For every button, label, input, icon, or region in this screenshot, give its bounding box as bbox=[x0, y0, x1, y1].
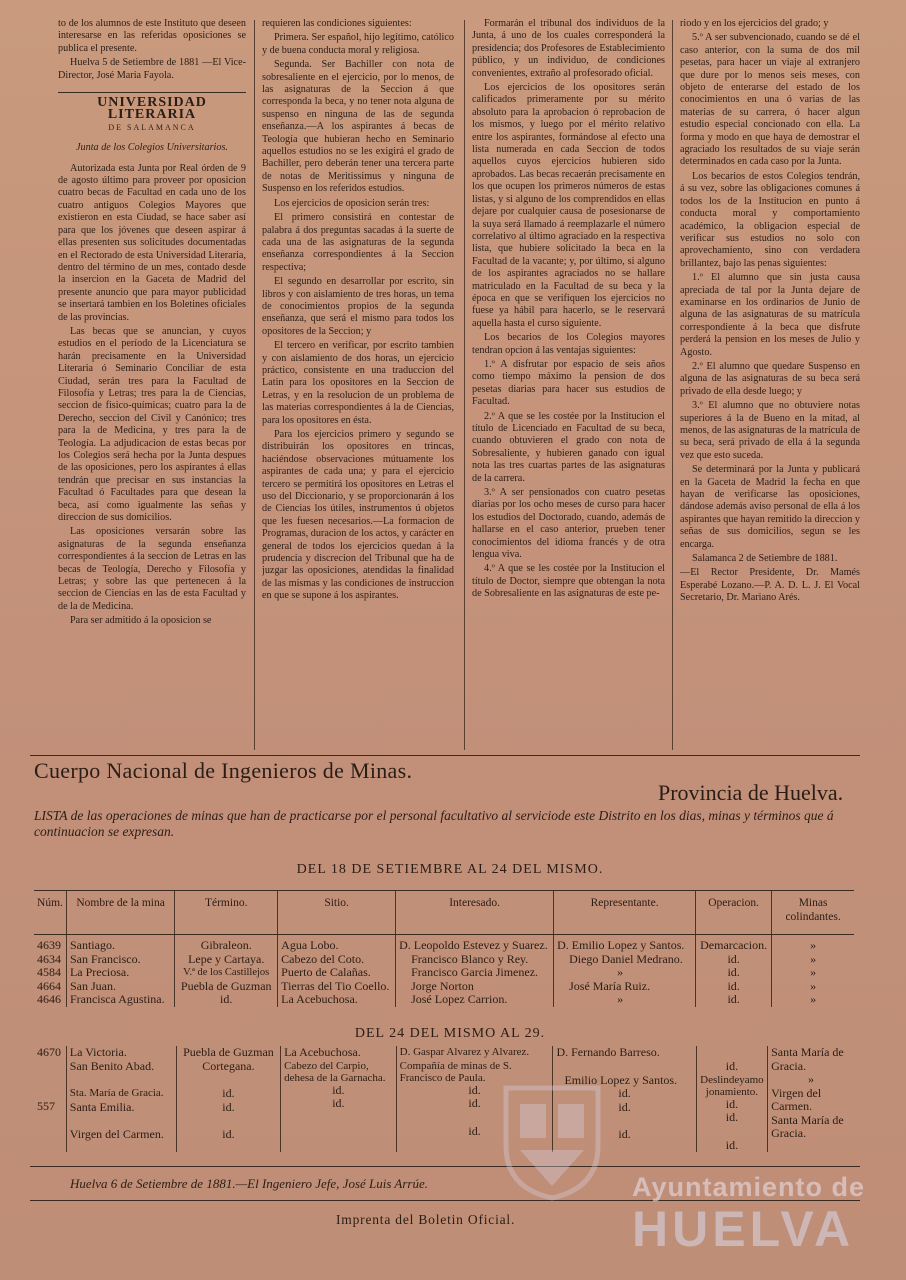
sitio-value: Agua Lobo. bbox=[281, 938, 339, 952]
period-heading-2: DEL 24 DEL MISMO AL 29. bbox=[354, 1026, 546, 1041]
num-value: 4639 bbox=[37, 938, 61, 952]
colindantes-value: » bbox=[810, 938, 817, 952]
header-num: Núm. bbox=[34, 891, 66, 935]
sitio-value: Cabezo del Carpio, dehesa de la Garnacha. bbox=[284, 1059, 386, 1084]
termino-value: id. bbox=[220, 992, 233, 1006]
interesado-value: id. bbox=[468, 1123, 481, 1138]
representante-value: José María Ruiz. bbox=[569, 978, 651, 993]
colindantes-value: » bbox=[810, 965, 817, 979]
col1-signature: Huelva 5 de Setiembre de 1881 —El Vice-Director, José Maria Fayola. bbox=[58, 57, 246, 81]
operacion-value: Demarcacion. bbox=[700, 938, 768, 952]
col4-paragraph-1: riodo y en los ejercicios del grado; y bbox=[680, 18, 829, 29]
mine-name: San Benito Abad. bbox=[69, 1058, 155, 1073]
col4-paragraph-6: 3.º El alumno que no obtuviere notas superiores á la de Bueno en la mitad, al menos, de las asignaturas de la matrícula de su beca, será privado de ella á la segunda vez que esto suceda. bbox=[680, 400, 860, 461]
operacion-value: id. bbox=[725, 1110, 739, 1124]
col3-paragraph-7: 4.º A que se les costée por la Institucion el título de Doctor, siempre que obtengan la nota de Sobresaliente en las asignaturas de este pe- bbox=[472, 563, 665, 600]
header-interesado: Interesado. bbox=[396, 891, 554, 935]
colindantes-value: » bbox=[810, 992, 817, 1006]
mine-name: Virgen del Carmen. bbox=[69, 1127, 164, 1141]
col1-paragraph-2: Las becas que se anuncian, y cuyos estudios en el período de la Licenciatura se harán precisamente en la Universidad Literaria ó Seminario Conciliar de esta Ciudad, serán tres para la Facultad de Filosofía y Letras; tres para la de Ciencias, seccion de fisico-químicas; cuatro para la de Derecho, seccion del Civil y Canónico; tres para la de Medicina, y tres para la de Teología. La adjudicacion de estas becas por los Colegios será hecha por la Junta despues de las oposiciones, pero los aspirantes á ellas tendrán que precisar en sus instancias la Facultad ó Facultades para que desean la beca, así como igualmente las señas y direccion de sus domicilios. bbox=[58, 325, 246, 524]
colindantes-value: Virgen del Carmen. bbox=[771, 1085, 822, 1113]
col4-signature: —El Rector Presidente, Dr. Mamés Esperabé Lozano.—P. A. D. L. J. El Vocal Secretario, Dr. Mariano Arés. bbox=[680, 567, 860, 604]
col2-paragraph-1: requieren las condiciones siguientes: bbox=[262, 18, 412, 29]
operacion-value: id. bbox=[727, 992, 740, 1006]
col3-paragraph-6: 3.º A ser pensionados con cuatro pesetas diarias por los ocho meses de curso para hacer los estudios del Doctorado, cuando, además de hallarse en el caso anterior, prueben tener conocimientos del idioma francés y de otra lengua viva. bbox=[472, 487, 665, 561]
representante-value: Diego Daniel Medrano. bbox=[569, 951, 683, 966]
header-sitio: Sitio. bbox=[278, 891, 396, 935]
col3-paragraph-1: Formarán el tribunal dos individuos de la Junta, á uno de los cuales corresponderá la presidencia; dos Profesores de Establecimiento público, y un individuo, de condiciones convenientes, extraño al profesorado oficial. bbox=[472, 18, 665, 79]
watermark-line-2: HUELVA bbox=[632, 1201, 855, 1257]
termino-value: id. bbox=[222, 1099, 235, 1114]
interesado-value: id. bbox=[468, 1096, 481, 1110]
sitio-value: Puerto de Calañas. bbox=[281, 965, 371, 979]
section-intro: LISTA de las operaciones de minas que han de practicarse por el personal facultativo al serviciode este Distrito en los dias, minas y términos que á continuacion se expresan. bbox=[34, 808, 834, 839]
interesado-value: Jorge Norton bbox=[411, 978, 474, 993]
operacion-cell bbox=[696, 935, 772, 1007]
col4-paragraph-2: 5.º A ser subvencionado, cuando se dé el caso anterior, con la suma de dos mil pesetas, para hacer un viaje al extranjero que dure por lo menos seis meses, con objeto de enterarse del estado de los conocimientos en una ó varias de las materias de su carrera, ó hacer algun estudio especial concionado con ella. La forma y modo en que haya de demostrar el agraciado los resultados de su viaje serán determinados en cada caso por la Junta. bbox=[680, 32, 860, 168]
col2-paragraph-8: Para los ejercicios primero y segundo se distribuirán los opositores en trincas, haciéndose observaciones mútuamente los aspirantes de cada una; y para el ejercicio tercero se permitirá los opositores en Letras el uso del Diccionario, y se proporcionarán á los de Ciencias los útiles, instrumentos ú objetos que les fuesen necesarios.—La formacion de Programas, duracion de los actos, y carácter en general de todos los ejercicios quedan á la prudencia y discrecion del Tribunal que ha de juzgar las oposiciones, atendidas la finalidad de las mismas y las condiciones de instruccion en que se supone á los aspirantes. bbox=[262, 429, 454, 602]
section-title: Cuerpo Nacional de Ingenieros de Minas. bbox=[34, 758, 413, 783]
coat-of-arms-watermark-icon bbox=[498, 1082, 606, 1202]
mine-name: San Francisco. bbox=[69, 951, 141, 966]
termino-value: V.ª de los Castillejos bbox=[183, 967, 270, 978]
colindantes-value: » bbox=[810, 951, 817, 966]
mine-name: La Victoria. bbox=[69, 1045, 127, 1059]
interesado-value: id. bbox=[468, 1082, 481, 1097]
colindantes-cell bbox=[772, 935, 854, 1007]
colindantes-value: » bbox=[808, 1072, 815, 1086]
num-value: 4670 bbox=[37, 1045, 61, 1059]
sitio-value: Cabezo del Coto. bbox=[281, 951, 365, 966]
num-cell bbox=[34, 1046, 66, 1152]
num-value: 4584 bbox=[37, 965, 61, 979]
colindantes-value: Santa María de Gracia. bbox=[771, 1112, 844, 1140]
operacion-value: id. bbox=[725, 1096, 739, 1111]
period-heading-1: DEL 18 DE SETIEMBRE AL 24 DEL MISMO. bbox=[296, 862, 604, 877]
university-header: UNIVERSIDAD LITERARIA bbox=[58, 92, 246, 122]
mine-name: Sta. María de Gracia. bbox=[69, 1087, 164, 1099]
sitio-cell bbox=[281, 1046, 397, 1152]
header-termino: Término. bbox=[175, 891, 278, 935]
representante-value: id. bbox=[618, 1127, 631, 1141]
col2-paragraph-5: El primero consistirá en contestar de palabra á dos preguntas sacadas á la suerte de cada una de las asignaturas de la segunda enseñanza correspondientes á la Seccion respectiva; bbox=[262, 212, 454, 273]
termino-value: Lepe y Cartaya. bbox=[188, 951, 265, 966]
termino-value: id. bbox=[222, 1086, 235, 1100]
sitio-value: id. bbox=[332, 1096, 345, 1110]
termino-value: Cortegana. bbox=[202, 1058, 255, 1073]
col2-paragraph-7: El tercero en verificar, por escrito tambien y con aislamiento de dos horas, un ejercicio práctico, consistente en una traduccion del Latin para los opositores en la Seccion de Letras, y en la resolucion de un problema de las materias correspondientes á la de Ciencias, para los opositores en ésta. bbox=[262, 340, 454, 426]
sitio-value: Tierras del Tio Coello. bbox=[281, 978, 390, 993]
col4-signature-date: Salamanca 2 de Setiembre de 1881. bbox=[692, 553, 838, 565]
representante-value: » bbox=[617, 992, 624, 1006]
table-bottom-rule bbox=[30, 1166, 860, 1167]
termino-cell bbox=[175, 935, 278, 1007]
interesado-value: Compañía de minas de S. Francisco de Paula. bbox=[399, 1059, 512, 1084]
mine-name: San Juan. bbox=[69, 978, 116, 993]
interesado-value: José Lopez Carrion. bbox=[411, 992, 508, 1006]
col3-paragraph-2: Los ejercicios de los opositores serán calificados primeramente por su mérito absoluto para la aprobacion ó reprobacion de los mismos, y luego por el mérito relativo entre los aspirantes, formándose al efecto una lista numerada en cada Seccion de todos aquellos cuyos ejercicios hubieren sido aprobados. Las becas recaerán precisamente en los que ocupen los primeros números de estas listas, y si alguno de los comprendidos en ellas dejare por cualquier causa de posesionarse de la suya será llamado á reemplazarle el número correlativo al último agraciado en la respectiva lista, que hubiere solicitado la beca en la Facultad de la vacante; y, por último, si alguno de los aspirantes agraciados no se hallare matriculado en la Facultad de su beca y la época en que se verifiquen los ejercicios no fuese ya hábil para hacerlo, se le reservará aquella hasta el curso siguiente. bbox=[472, 82, 665, 329]
column-4 bbox=[680, 18, 860, 753]
col1-paragraph-1: Autorizada esta Junta por Real órden de 9 de agosto último para proveer por oposicion cuatro becas de Facultad en cada uno de los cuatro antiguos Colegios Mayores que existieron en esta Ciudad, se hace saber así para que los jóvenes que deseen aspirar á ellas presenten sus solicitudes documentadas en el Rectorado de esta Universidad Literaria, dentro del término de un mes, contado desde la insercion en la Gaceta de Madrid del presente anuncio que para mayor publicidad se insertará tambien en los Boletines oficiales de las provincias. bbox=[58, 162, 246, 323]
termino-value: id. bbox=[222, 1127, 235, 1141]
mines-table-1 bbox=[34, 890, 854, 1007]
representante-value: Emilio Lopez y Santos. bbox=[564, 1072, 678, 1087]
interesado-value: Francisco Blanco y Rey. bbox=[411, 951, 529, 966]
table-row bbox=[34, 1046, 854, 1152]
operacion-cell bbox=[696, 1046, 767, 1152]
operacion-value: Deslindeyamojonamiento. bbox=[700, 1073, 764, 1098]
operacion-value: id. bbox=[727, 978, 740, 993]
col4-paragraph-4: 1.º El alumno que sin justa causa apreciada de tal por la Junta dejare de examinarse en los ordinarios de Junio de alguna de las asignaturas de su matrícula correspondiente á la beca que disfrute perderá la pension en los meses de Julio y Agosto. bbox=[680, 272, 860, 358]
colindantes-value: » bbox=[810, 978, 817, 993]
num-cell bbox=[34, 935, 66, 1007]
mine-name: Francisca Agustina. bbox=[69, 992, 165, 1006]
num-value: 4646 bbox=[37, 992, 61, 1006]
col2-paragraph-3: Segunda. Ser Bachiller con nota de sobresaliente en el ejercicio, por lo menos, de las asignaturas de la Seccion á que corresponda la beca, y no tener nota alguna de suspenso en ninguna de las de segunda enseñanza.—A los aspirantes á becas de Teología que hubieran hecho en Seminario aquellos estudios no se les exigirá el grado de Bachiller, pero deberán tener una tercera parte de notas de Meritissimus y ninguna de Suspenso en los referidos estudios. bbox=[262, 59, 454, 195]
termino-value: Puebla de Guzman bbox=[183, 1045, 274, 1059]
sitio-value: id. bbox=[332, 1082, 345, 1097]
interesado-value: Francisco Garcia Jimenez. bbox=[411, 965, 539, 979]
column-divider bbox=[254, 20, 255, 750]
col4-paragraph-7: Se determinará por la Junta y publicará en la Gaceta de Madrid la fecha en que hayan de verificarse las oposiciones, dándose además aviso personal de ella á los aspirantes que hayan remitido la direccion y señas de sus domicilios, segun se les encarga. bbox=[680, 464, 860, 550]
col4-paragraph-5: 2.º El alumno que quedare Suspenso en alguna de las asignaturas de su beca será privado de ella desde luego; y bbox=[680, 360, 860, 397]
sitio-value: La Acebuchosa. bbox=[284, 1045, 361, 1059]
num-value: 557 bbox=[37, 1098, 55, 1113]
header-representante: Representante. bbox=[554, 891, 696, 935]
mine-name: La Preciosa. bbox=[69, 965, 130, 979]
sitio-cell bbox=[278, 935, 396, 1007]
termino-value: Gibraleon. bbox=[200, 938, 252, 952]
col1-paragraph-4: Para ser admitido á la oposicion se bbox=[70, 615, 212, 627]
col2-paragraph-6: El segundo en desarrollar por escrito, sin libros y con aislamiento de tres horas, un tema de conocimientos propios de la segunda enseñanza, que será el mismo para todos los opositores de la Seccion; y bbox=[262, 276, 454, 337]
header-operacion: Operacion. bbox=[696, 891, 772, 935]
col3-paragraph-3: Los becarios de los Colegios mayores tendran opcion á las ventajas siguientes: bbox=[472, 332, 665, 356]
interesado-value: D. Gaspar Alvarez y Alvarez. bbox=[399, 1046, 530, 1058]
section-rule bbox=[30, 755, 860, 756]
sitio-value: La Acebuchosa. bbox=[281, 992, 358, 1006]
table-header-row bbox=[34, 891, 854, 935]
col3-paragraph-5: 2.º A que se les costée por la Institucion el título de Licenciado en Facultad de su beca, cuando obtuvieren el grado con nota de Sobresaliente, y hubieren ganado con igual nota las tres cuartas partes de las asignaturas de la carrera. bbox=[472, 410, 665, 484]
header-colindantes: Minas colindantes. bbox=[772, 891, 854, 935]
col1-intro: to de los alumnos de este Instituto que deseen interesarse en las referidas oposiciones se publica el presente. bbox=[58, 18, 246, 54]
representante-value: id. bbox=[618, 1099, 631, 1114]
operacion-value: id. bbox=[727, 965, 740, 979]
junta-heading: Junta de los Colegios Universitarios. bbox=[76, 142, 228, 154]
representante-value: D. Fernando Barreso. bbox=[556, 1045, 660, 1059]
mine-name: Santa Emilia. bbox=[69, 1099, 135, 1114]
operacion-value: id. bbox=[725, 1137, 739, 1152]
colindantes-value: Santa María de Gracia. bbox=[771, 1045, 844, 1073]
university-subheader: DE SALAMANCA bbox=[108, 122, 196, 132]
col2-paragraph-2: Primera. Ser español, hijo legítimo, católico y de buena conducta moral y religiosa. bbox=[262, 32, 454, 56]
representante-value: id. bbox=[618, 1086, 631, 1100]
interesado-value: D. Leopoldo Estevez y Suarez. bbox=[399, 938, 548, 952]
col3-paragraph-4: 1.º A disfrutar por espacio de seis años como tiempo máximo la pension de dos pesetas diarias para hacer sus estudios de Facultad. bbox=[472, 358, 665, 408]
column-1 bbox=[58, 18, 246, 753]
nombre-cell bbox=[66, 935, 174, 1007]
column-3 bbox=[472, 18, 665, 753]
col4-paragraph-3: Los becarios de estos Colegios tendrán, á su vez, sobre las obligaciones comunes á todos los de la Institucion en punto á conducta moral y comportamiento académico, la obligacion especial de verificar sus estudios no solo con aprovechamiento, sino con verdadera brillantez, bajo las penas siguientes: bbox=[680, 170, 860, 269]
representante-value: D. Emilio Lopez y Santos. bbox=[557, 938, 685, 952]
table-row bbox=[34, 935, 854, 1007]
col2-paragraph-4: Los ejercicios de oposicion serán tres: bbox=[274, 197, 430, 209]
mine-name: Santiago. bbox=[69, 938, 115, 952]
num-value: 4634 bbox=[37, 951, 61, 966]
operacion-value: id. bbox=[727, 951, 740, 966]
watermark-line-1: Ayuntamiento de bbox=[632, 1172, 866, 1202]
representante-value: » bbox=[617, 965, 624, 979]
num-value: 4664 bbox=[37, 978, 61, 993]
termino-cell bbox=[176, 1046, 280, 1152]
col1-paragraph-3: Las oposiciones versarán sobre las asignaturas de la segunda enseñanza correspondientes á la seccion de Letras en las becas de Teología, Derecho y Filosofía y Letras; y sobre las que pertenecen á la seccion de Ciencias en las de esta Facultad y de la de Medicina. bbox=[58, 526, 246, 612]
column-2 bbox=[262, 18, 454, 753]
footer-signature: Huelva 6 de Setiembre de 1881.—El Ingeniero Jefe, José Luis Arrúe. bbox=[70, 1176, 429, 1191]
operacion-value: id. bbox=[725, 1059, 739, 1073]
interesado-cell bbox=[396, 935, 554, 1007]
column-divider bbox=[464, 20, 465, 750]
colindantes-cell bbox=[768, 1046, 854, 1152]
province-title: Provincia de Huelva. bbox=[658, 780, 844, 805]
printer-imprint: Imprenta del Boletin Oficial. bbox=[336, 1212, 516, 1227]
termino-value: Puebla de Guzman bbox=[180, 978, 272, 993]
header-nombre: Nombre de la mina bbox=[66, 891, 174, 935]
representante-cell bbox=[554, 935, 696, 1007]
mines-table-2 bbox=[34, 1046, 854, 1152]
nombre-cell bbox=[66, 1046, 176, 1152]
column-divider bbox=[672, 20, 673, 750]
